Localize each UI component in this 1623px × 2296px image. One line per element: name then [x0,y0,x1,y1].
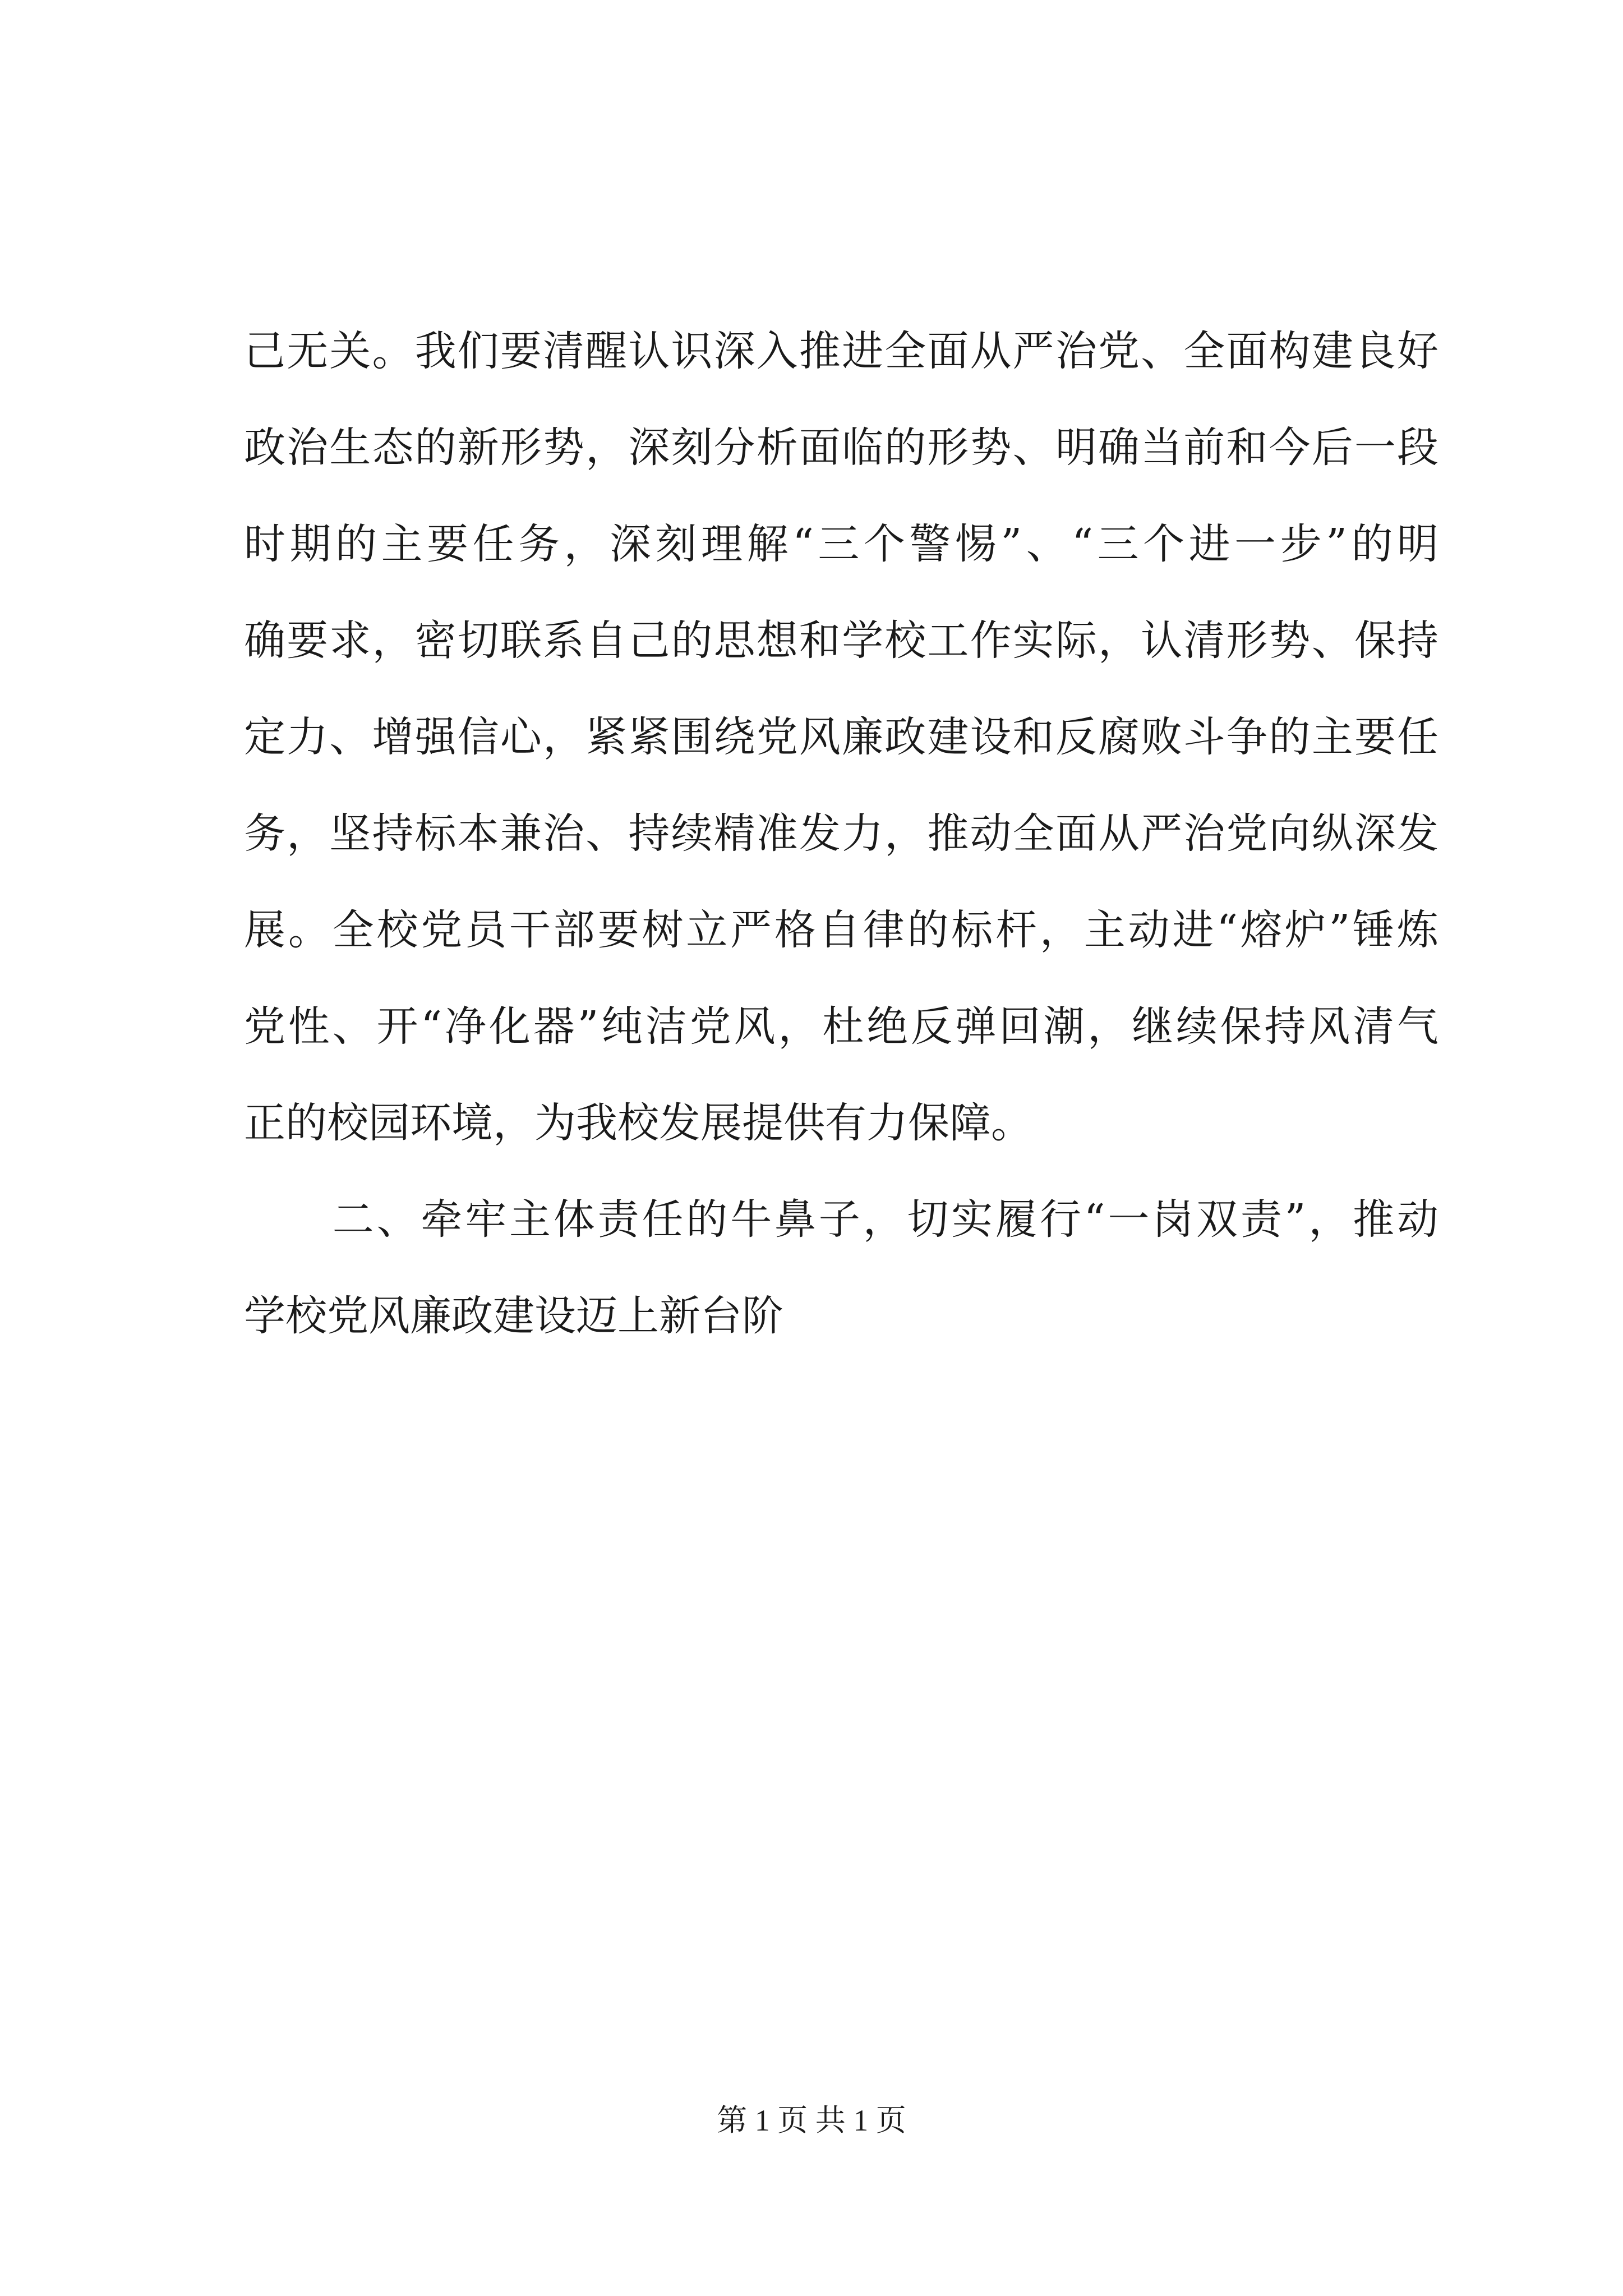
page-number-footer: 第 1 页 共 1 页 [717,2104,906,2137]
paragraph-line: 展。全校党员干部要树立严格自律的标杆，主动进“熔炉”锤炼 [244,906,1438,954]
paragraph-line: 时期的主要任务，深刻理解“三个警惕”、“三个进一步”的明 [244,520,1438,568]
paragraph-line: 政治生态的新形势，深刻分析面临的形势、明确当前和今后一段 [244,424,1438,472]
document-body [244,303,1438,1364]
section-heading-line: 二、牵牢主体责任的牛鼻子，切实履行“一岗双责”，推动 [244,1195,1438,1244]
paragraph-line: 党性、开“净化器”纯洁党风，杜绝反弹回潮，继续保持风清气 [244,1002,1438,1051]
paragraph-line: 务，坚持标本兼治、持续精准发力，推动全面从严治党向纵深发 [244,809,1438,858]
paragraph-line: 正的校园环境，为我校发展提供有力保障。 [244,1099,1032,1147]
section-heading-line: 学校党风廉政建设迈上新台阶 [244,1292,783,1340]
paragraph-line: 确要求，密切联系自己的思想和学校工作实际，认清形势、保持 [244,616,1438,665]
paragraph-line: 己无关。我们要清醒认识深入推进全面从严治党、全面构建良好 [244,327,1438,375]
paragraph-line: 定力、增强信心，紧紧围绕党风廉政建设和反腐败斗争的主要任 [244,713,1438,761]
